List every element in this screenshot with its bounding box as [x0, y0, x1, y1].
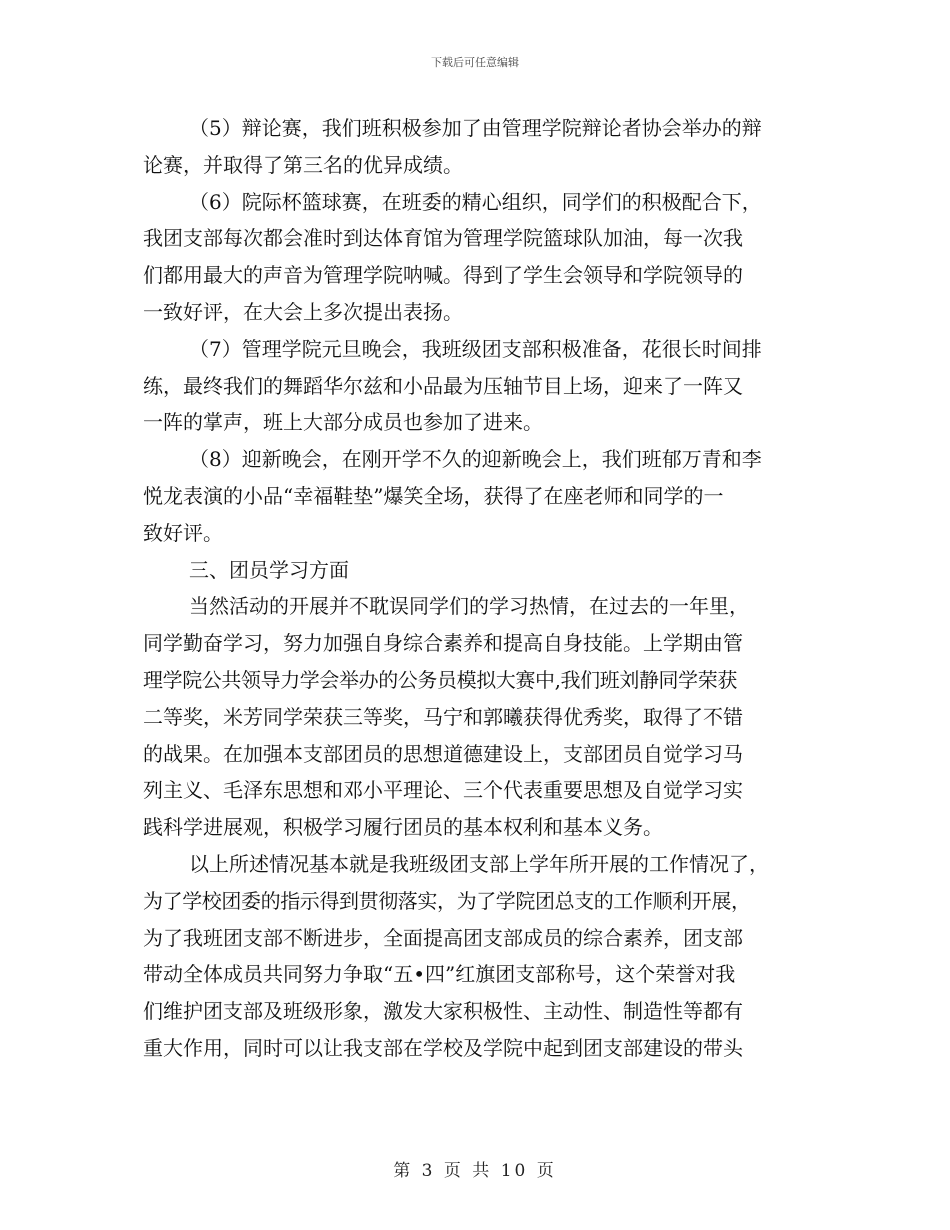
- text-line: （5）辩论赛，我们班积极参加了由管理学院辩论者协会举办的辩: [189, 116, 762, 140]
- section-heading: 三、团员学习方面: [189, 557, 349, 582]
- text-line: 我团支部每次都会准时到达体育馆为管理学院篮球队加油，每一次我: [143, 226, 743, 251]
- text-line: （6）院际杯篮球赛，在班委的精心组织，同学们的积极配合下，: [189, 189, 762, 214]
- text-line: 的战果。在加强本支部团员的思想道德建设上，支部团员自觉学习马: [143, 741, 743, 766]
- text-line: 理学院公共领导力学会举办的公务员模拟大赛中,我们班刘静同学荣获: [143, 667, 737, 692]
- page-header: 下载后可任意编辑: [431, 56, 519, 69]
- text-line: 带动全体成员共同努力争取“五•四”红旗团支部称号，这个荣誉对我: [143, 962, 736, 987]
- text-line: 列主义、毛泽东思想和邓小平理论、三个代表重要思想及自觉学习实: [143, 778, 743, 803]
- text-line: 练，最终我们的舞蹈华尔兹和小品最为压轴节目上场，迎来了一阵又: [143, 373, 743, 398]
- text-line: 为了学校团委的指示得到贯彻落实，为了学院团总支的工作顺利开展，: [143, 888, 751, 913]
- text-line: （7）管理学院元旦晚会，我班级团支部积极准备，花很长时间排: [189, 336, 762, 361]
- text-line: 当然活动的开展并不耽误同学们的学习热情，在过去的一年里，: [189, 594, 749, 619]
- text-line: 致好评。: [143, 520, 223, 545]
- text-line: 二等奖，米芳同学荣获三等奖，马宁和郭曦获得优秀奖，取得了不错: [143, 704, 743, 729]
- text-line: 以上所述情况基本就是我班级团支部上学年所开展的工作情况了，: [189, 851, 769, 876]
- text-line: 重大作用，同时可以让我支部在学校及学院中起到团支部建设的带头: [143, 1035, 743, 1060]
- text-line: 们维护团支部及班级形象，激发大家积极性、主动性、制造性等都有: [143, 999, 743, 1024]
- text-line: 们都用最大的声音为管理学院呐喊。得到了学生会领导和学院领导的: [143, 263, 743, 288]
- text-line: 论赛，并取得了第三名的优异成绩。: [143, 152, 463, 177]
- text-line: 为了我班团支部不断进步，全面提高团支部成员的综合素养，团支部: [143, 925, 743, 950]
- text-line: 一阵的掌声，班上大部分成员也参加了进来。: [143, 410, 543, 435]
- text-line: 同学勤奋学习，努力加强自身综合素养和提高自身技能。上学期由管: [143, 631, 743, 656]
- text-line: 悦龙表演的小品“幸福鞋垫”爆笑全场，获得了在座老师和同学的一: [143, 483, 724, 508]
- document-body: [143, 110, 805, 1067]
- page-footer: 第 3 页 共 10 页: [393, 1161, 557, 1181]
- text-line: 践科学进展观，积极学习履行团员的基本权利和基本义务。: [143, 815, 663, 840]
- text-line: 一致好评，在大会上多次提出表扬。: [143, 299, 463, 324]
- text-line: （8）迎新晚会，在刚开学不久的迎新晚会上，我们班郁万青和李: [189, 447, 762, 472]
